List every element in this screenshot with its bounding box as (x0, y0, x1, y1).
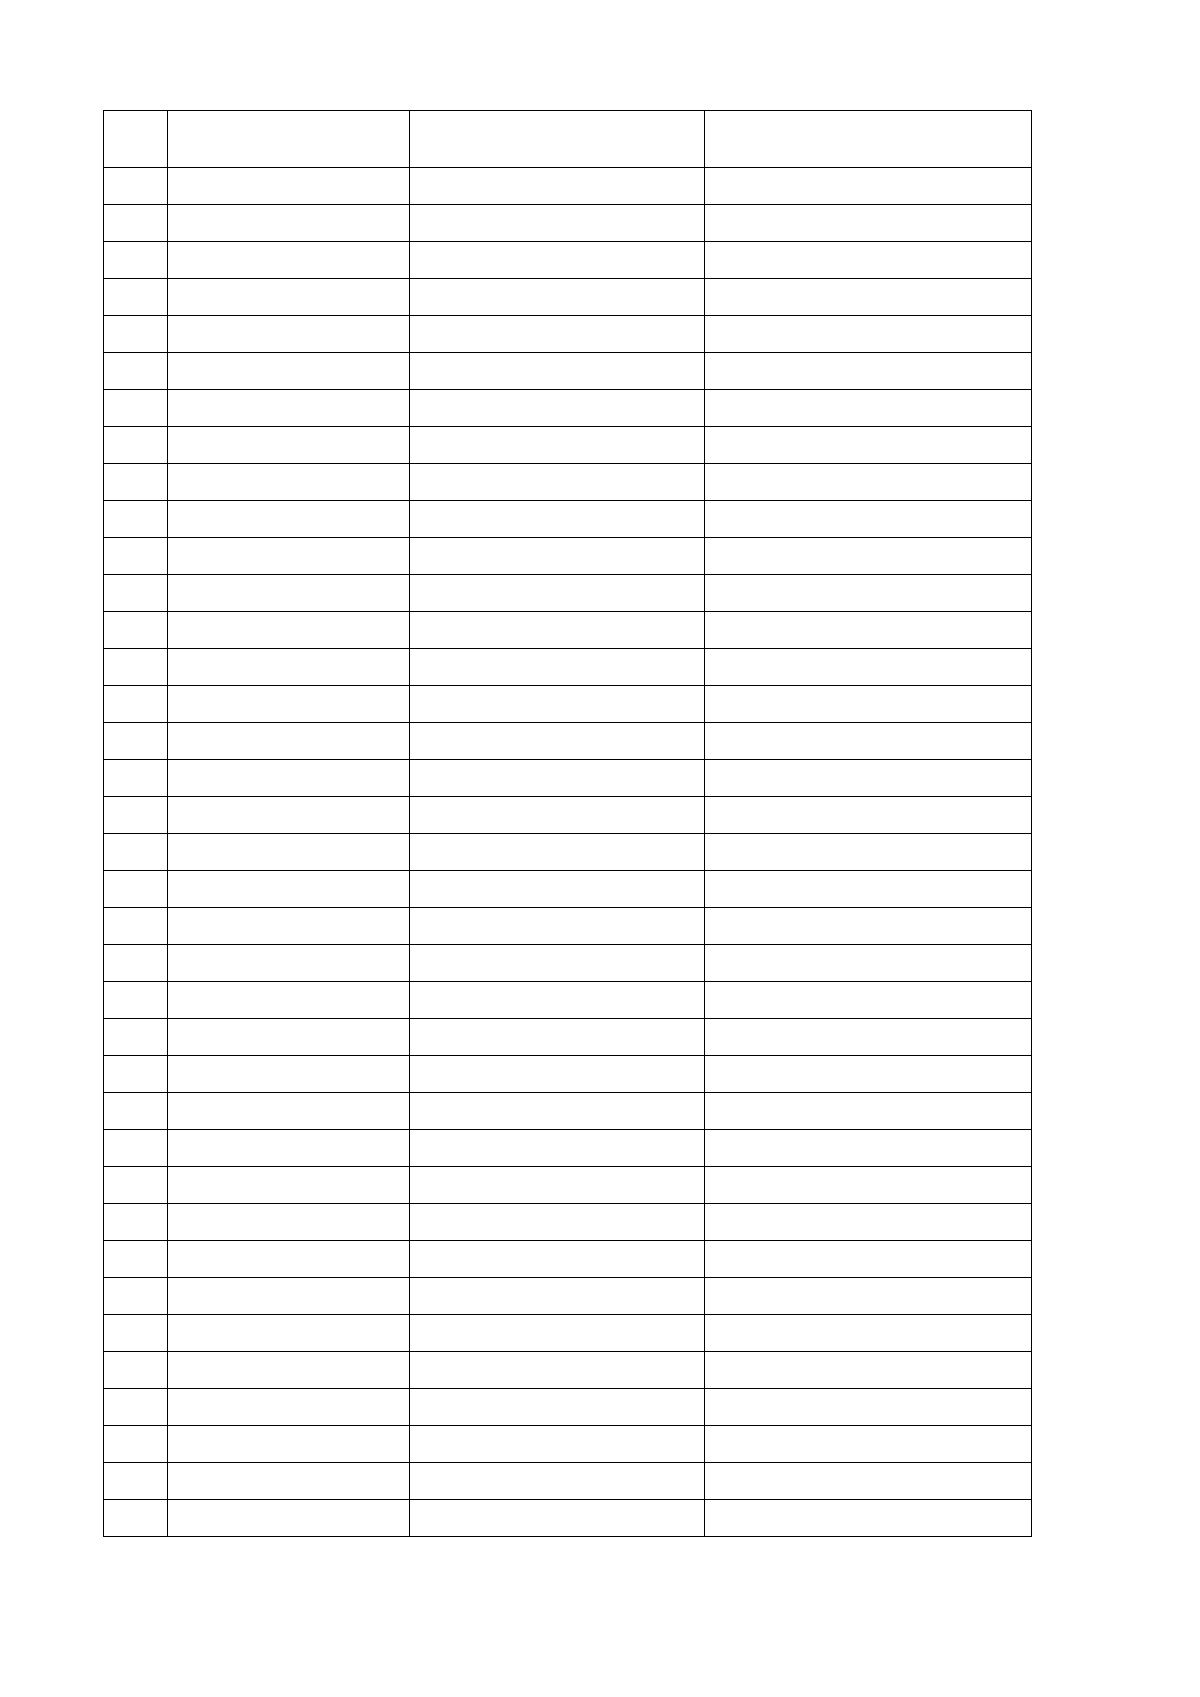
row-number-cell (104, 242, 168, 279)
building-type-cell (410, 1463, 705, 1500)
table-row (104, 1019, 1032, 1056)
address-cell (705, 464, 1032, 501)
building-type-cell (410, 1167, 705, 1204)
row-number-cell (104, 723, 168, 760)
address-cell (705, 649, 1032, 686)
table-row (104, 1278, 1032, 1315)
address-cell (705, 982, 1032, 1019)
table-row (104, 612, 1032, 649)
building-type-cell (410, 464, 705, 501)
table-row (104, 1093, 1032, 1130)
address-cell (705, 908, 1032, 945)
district-cell (168, 797, 410, 834)
row-number-cell (104, 1019, 168, 1056)
building-type-cell (410, 1204, 705, 1241)
row-number-cell (104, 686, 168, 723)
table-row (104, 575, 1032, 612)
building-type-cell (410, 1315, 705, 1352)
building-type-cell (410, 168, 705, 205)
district-cell (168, 205, 410, 242)
district-cell (168, 168, 410, 205)
building-type-cell (410, 612, 705, 649)
address-cell (705, 279, 1032, 316)
row-number-cell (104, 427, 168, 464)
row-number-cell (104, 1352, 168, 1389)
address-cell (705, 1019, 1032, 1056)
table-row (104, 242, 1032, 279)
row-number-cell (104, 390, 168, 427)
district-cell (168, 760, 410, 797)
district-cell (168, 834, 410, 871)
row-number-cell (104, 168, 168, 205)
address-cell (705, 353, 1032, 390)
address-cell (705, 1241, 1032, 1278)
registry-table (103, 110, 1032, 1537)
table-row (104, 1056, 1032, 1093)
building-type-cell (410, 797, 705, 834)
district-cell (168, 353, 410, 390)
address-cell (705, 1389, 1032, 1426)
district-cell (168, 908, 410, 945)
building-type-cell (410, 1241, 705, 1278)
address-cell (705, 390, 1032, 427)
district-cell (168, 1352, 410, 1389)
district-cell (168, 1241, 410, 1278)
building-type-cell (410, 982, 705, 1019)
district-cell (168, 1130, 410, 1167)
address-cell (705, 871, 1032, 908)
table-row (104, 723, 1032, 760)
table-row (104, 686, 1032, 723)
district-cell (168, 649, 410, 686)
row-number-cell (104, 205, 168, 242)
address-cell (705, 205, 1032, 242)
registry-table-body (104, 111, 1032, 1537)
building-type-cell (410, 316, 705, 353)
address-cell (705, 168, 1032, 205)
address-cell (705, 1352, 1032, 1389)
building-type-cell (410, 686, 705, 723)
row-number-cell (104, 464, 168, 501)
district-cell (168, 1093, 410, 1130)
address-cell (705, 797, 1032, 834)
address-cell (705, 1426, 1032, 1463)
district-cell (168, 464, 410, 501)
building-type-cell (410, 575, 705, 612)
address-cell (705, 612, 1032, 649)
district-cell (168, 1056, 410, 1093)
row-number-cell (104, 1056, 168, 1093)
row-number-cell (104, 1167, 168, 1204)
table-row (104, 797, 1032, 834)
address-cell (705, 1463, 1032, 1500)
building-type-cell (410, 1352, 705, 1389)
district-cell (168, 723, 410, 760)
row-number-cell (104, 279, 168, 316)
district-cell (168, 1463, 410, 1500)
table-row (104, 760, 1032, 797)
building-type-cell (410, 353, 705, 390)
address-cell (705, 316, 1032, 353)
address-cell (705, 538, 1032, 575)
building-type-cell (410, 649, 705, 686)
table-row (104, 1167, 1032, 1204)
table-row (104, 1130, 1032, 1167)
district-cell (168, 390, 410, 427)
building-type-cell (410, 111, 705, 168)
address-cell (705, 834, 1032, 871)
district-cell (168, 1500, 410, 1537)
building-type-cell (410, 723, 705, 760)
district-cell (168, 575, 410, 612)
building-type-cell (410, 908, 705, 945)
address-cell (705, 686, 1032, 723)
row-number-cell (104, 760, 168, 797)
row-number-cell (104, 834, 168, 871)
row-number-cell (104, 1204, 168, 1241)
table-row (104, 945, 1032, 982)
table-row (104, 316, 1032, 353)
row-number-cell (104, 1463, 168, 1500)
building-type-cell (410, 279, 705, 316)
row-number-cell (104, 353, 168, 390)
table-row (104, 427, 1032, 464)
district-cell (168, 1426, 410, 1463)
table-row (104, 168, 1032, 205)
table-row (104, 1204, 1032, 1241)
table-row (104, 908, 1032, 945)
district-cell (168, 1204, 410, 1241)
address-cell (705, 1167, 1032, 1204)
building-type-cell (410, 760, 705, 797)
address-cell (705, 1056, 1032, 1093)
table-row (104, 464, 1032, 501)
row-number-cell (104, 1241, 168, 1278)
district-cell (168, 316, 410, 353)
row-number-cell (104, 1426, 168, 1463)
row-number-cell (104, 1500, 168, 1537)
table-row (104, 1389, 1032, 1426)
table-row (104, 111, 1032, 168)
address-cell (705, 723, 1032, 760)
district-cell (168, 612, 410, 649)
table-row (104, 1315, 1032, 1352)
row-number-cell (104, 1389, 168, 1426)
building-type-cell (410, 834, 705, 871)
table-row (104, 834, 1032, 871)
row-number-cell (104, 538, 168, 575)
address-cell (705, 1204, 1032, 1241)
row-number-cell (104, 1315, 168, 1352)
address-cell (705, 1278, 1032, 1315)
district-cell (168, 501, 410, 538)
district-cell (168, 427, 410, 464)
district-cell (168, 1389, 410, 1426)
building-type-cell (410, 1278, 705, 1315)
row-number-cell (104, 871, 168, 908)
building-type-cell (410, 1500, 705, 1537)
table-row (104, 1463, 1032, 1500)
building-type-cell (410, 242, 705, 279)
building-type-cell (410, 945, 705, 982)
table-row (104, 1241, 1032, 1278)
building-type-cell (410, 1426, 705, 1463)
address-cell (705, 427, 1032, 464)
table-row (104, 353, 1032, 390)
building-type-cell (410, 1130, 705, 1167)
address-cell (705, 1315, 1032, 1352)
district-cell (168, 538, 410, 575)
table-row (104, 871, 1032, 908)
building-type-cell (410, 1093, 705, 1130)
table-row (104, 538, 1032, 575)
table-row (104, 390, 1032, 427)
district-cell (168, 871, 410, 908)
row-number-cell (104, 111, 168, 168)
district-cell (168, 982, 410, 1019)
address-cell (705, 501, 1032, 538)
district-cell (168, 111, 410, 168)
table-row (104, 649, 1032, 686)
address-cell (705, 760, 1032, 797)
building-type-cell (410, 871, 705, 908)
address-cell (705, 1500, 1032, 1537)
table-row (104, 279, 1032, 316)
table-row (104, 501, 1032, 538)
table-row (104, 1426, 1032, 1463)
district-cell (168, 1278, 410, 1315)
row-number-cell (104, 797, 168, 834)
address-cell (705, 945, 1032, 982)
district-cell (168, 1167, 410, 1204)
building-type-cell (410, 1389, 705, 1426)
building-type-cell (410, 538, 705, 575)
row-number-cell (104, 1130, 168, 1167)
address-cell (705, 1093, 1032, 1130)
building-type-cell (410, 1056, 705, 1093)
building-type-cell (410, 1019, 705, 1056)
building-type-cell (410, 390, 705, 427)
address-cell (705, 575, 1032, 612)
table-row (104, 982, 1032, 1019)
row-number-cell (104, 1278, 168, 1315)
row-number-cell (104, 575, 168, 612)
row-number-cell (104, 1093, 168, 1130)
district-cell (168, 1019, 410, 1056)
row-number-cell (104, 649, 168, 686)
row-number-cell (104, 501, 168, 538)
row-number-cell (104, 908, 168, 945)
table-row (104, 1500, 1032, 1537)
district-cell (168, 686, 410, 723)
building-type-cell (410, 501, 705, 538)
district-cell (168, 279, 410, 316)
row-number-cell (104, 612, 168, 649)
table-row (104, 205, 1032, 242)
row-number-cell (104, 316, 168, 353)
address-cell (705, 111, 1032, 168)
building-type-cell (410, 427, 705, 464)
district-cell (168, 945, 410, 982)
table-row (104, 1352, 1032, 1389)
address-cell (705, 1130, 1032, 1167)
address-cell (705, 242, 1032, 279)
row-number-cell (104, 982, 168, 1019)
district-cell (168, 1315, 410, 1352)
row-number-cell (104, 945, 168, 982)
building-type-cell (410, 205, 705, 242)
district-cell (168, 242, 410, 279)
